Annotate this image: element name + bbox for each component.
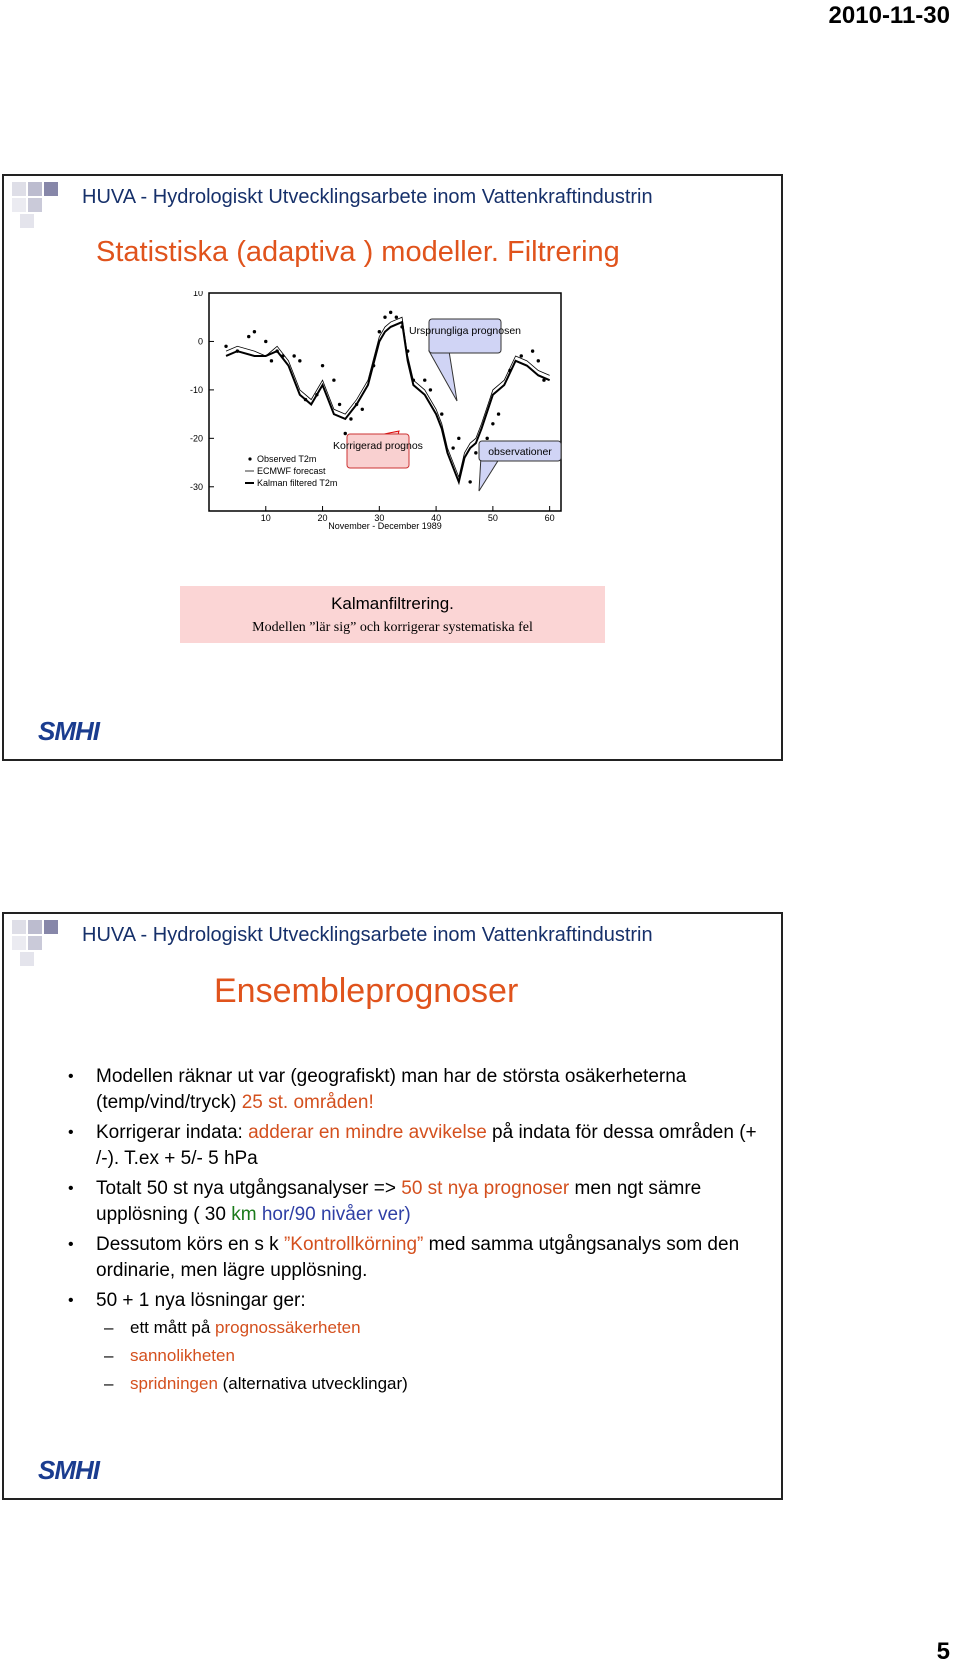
sub-item: – spridningen (alternativa utvecklingar): [130, 1370, 776, 1398]
observed-point: [406, 349, 409, 352]
observed-point: [531, 349, 534, 352]
slide-ensemble: [2, 912, 783, 1500]
legend-item: Observed T2m: [257, 454, 317, 464]
bullet-item: • Korrigerar indata: adderar en mindre avvikelse på indata för dessa områden (+ /-). T.ex + 5/- 5 hPa: [96, 1120, 776, 1172]
observed-point: [485, 437, 488, 440]
page-date: 2010-11-30: [828, 2, 950, 29]
y-tick-label: 0: [197, 336, 203, 347]
observed-point: [344, 432, 347, 435]
y-tick-label: 10: [192, 291, 203, 298]
slide-header: HUVA - Hydrologiskt Utvecklingsarbete inom Vattenkraftindustrin: [82, 186, 653, 208]
bullet-list: [96, 1064, 776, 1402]
sub-item: – ett mått på prognossäkerheten: [130, 1314, 776, 1342]
kalman-chart: [129, 291, 599, 591]
observed-point: [355, 403, 358, 406]
slide-kalman: [2, 174, 783, 761]
observed-point: [412, 379, 415, 382]
caption-line1: Kalmanfiltrering.: [331, 594, 454, 613]
x-tick-label: 50: [487, 513, 498, 523]
observed-point: [537, 359, 540, 362]
observed-point: [247, 335, 250, 338]
observed-point: [332, 379, 335, 382]
y-tick-label: -30: [189, 481, 203, 492]
caption-line2: Modellen ”lär sig” och korrigerar systematiska fel: [252, 620, 533, 635]
observed-point: [321, 364, 324, 367]
y-tick-label: -20: [189, 433, 203, 444]
page-number: 5: [936, 1638, 950, 1665]
slide-title: Ensembleprognoser: [214, 972, 519, 1010]
observed-point: [264, 340, 267, 343]
observed-point: [349, 417, 352, 420]
corner-decoration: [12, 182, 76, 228]
observed-point: [281, 354, 284, 357]
observed-point: [275, 349, 278, 352]
y-tick-label: -10: [189, 384, 203, 395]
observed-point: [253, 330, 256, 333]
x-tick-label: 60: [544, 513, 555, 523]
smhi-logo: SMHI: [38, 1455, 99, 1485]
callout-observed: observationer: [488, 446, 552, 458]
observed-point: [400, 325, 403, 328]
observed-point: [338, 403, 341, 406]
slide-title: Statistiska (adaptiva ) modeller. Filtrering: [96, 236, 620, 268]
observed-point: [423, 379, 426, 382]
observed-point: [236, 349, 239, 352]
observed-point: [520, 354, 523, 357]
observed-point: [298, 359, 301, 362]
observed-point: [457, 437, 460, 440]
sub-item: – sannolikheten: [130, 1342, 776, 1370]
slide-header: HUVA - Hydrologiskt Utvecklingsarbete inom Vattenkraftindustrin: [82, 924, 653, 946]
observed-point: [542, 379, 545, 382]
x-tick-label: 30: [374, 513, 385, 523]
observed-point: [224, 345, 227, 348]
x-tick-label: 20: [317, 513, 328, 523]
legend-item: ECMWF forecast: [257, 466, 326, 476]
x-tick-label: 10: [260, 513, 271, 523]
corner-decoration: [12, 920, 76, 966]
callout-original: Ursprungliga prognosen: [408, 325, 522, 337]
observed-point: [508, 369, 511, 372]
bullet-item: • 50 + 1 nya lösningar ger: – ett mått på prognossäkerheten – sannolikheten – spridningen (alternativa utvecklingar): [96, 1288, 776, 1398]
observed-point: [292, 354, 295, 357]
observed-point: [440, 412, 443, 415]
observed-point: [361, 408, 364, 411]
observed-point: [497, 412, 500, 415]
bullet-item: • Dessutom körs en s k ”Kontrollkörning” med samma utgångsanalys som den ordinarie, men lägre upplösning.: [96, 1232, 776, 1284]
callout-corrected: Korrigerad prognos: [333, 440, 423, 452]
observed-point: [474, 451, 477, 454]
observed-point: [468, 480, 471, 483]
smhi-logo: SMHI: [38, 716, 99, 746]
x-axis-label: November - December 1989: [328, 521, 442, 531]
legend-item: Kalman filtered T2m: [257, 478, 338, 488]
bullet-item: • Modellen räknar ut var (geografiskt) man har de största osäkerheterna (temp/vind/tryck) 25 st. områden!: [96, 1064, 776, 1116]
sub-list: [96, 1314, 776, 1398]
observed-point: [395, 316, 398, 319]
observed-point: [451, 446, 454, 449]
x-tick-label: 40: [431, 513, 442, 523]
observed-point: [429, 388, 432, 391]
observed-point: [372, 364, 375, 367]
observed-point: [491, 422, 494, 425]
observed-point: [389, 311, 392, 314]
observed-point: [383, 316, 386, 319]
observed-point: [378, 330, 381, 333]
caption-box: [180, 586, 605, 643]
bullet-item: • Totalt 50 st nya utgångsanalyser => 50 st nya prognoser men ngt sämre upplösning ( 30 km hor/90 nivåer ver): [96, 1176, 776, 1228]
observed-point: [304, 398, 307, 401]
chart-legend: [245, 454, 337, 488]
observed-point: [315, 393, 318, 396]
observed-point: [270, 359, 273, 362]
